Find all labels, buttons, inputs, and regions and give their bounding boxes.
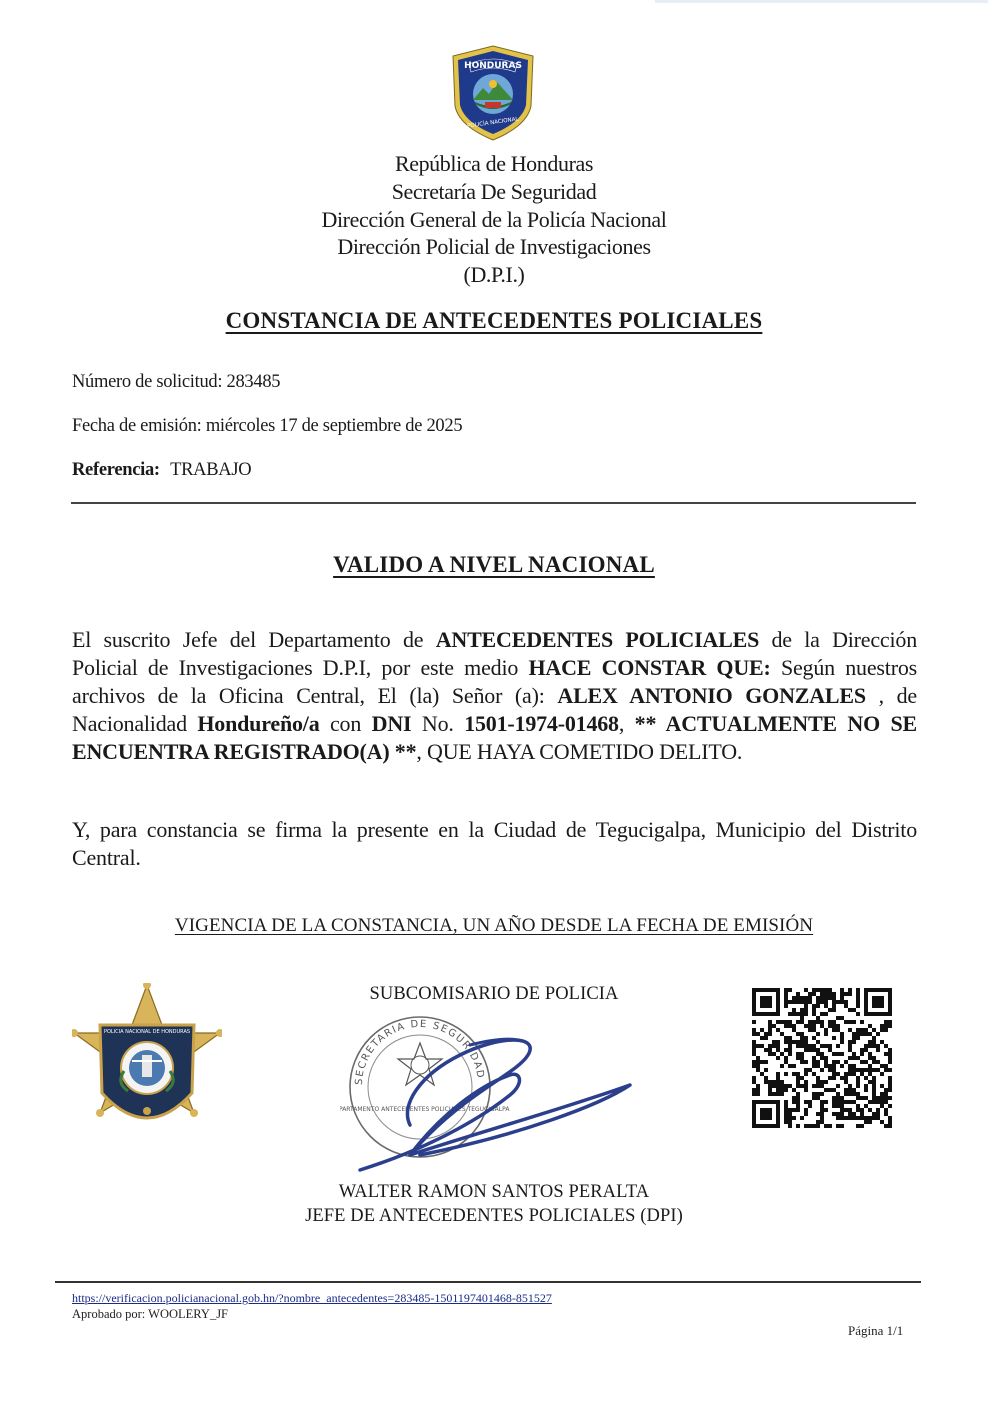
request-number-value: 283485 [226,372,281,392]
honduras-police-emblem [449,44,537,142]
verification-link[interactable]: https://verificacion.policianacional.gob.hn/?nombre_antecedentes=283485-1501197401468-851527 [72,1291,552,1305]
signer-name: WALTER RAMON SANTOS PERALTA [338,1182,650,1202]
official-seal-and-signature [340,1015,640,1180]
request-number-line [72,372,280,393]
header-line-country: República de Honduras [394,151,594,176]
header-line-direction: Dirección General de la Policía Nacional [321,206,667,232]
issue-date-line [72,416,462,437]
header-line-investigations: Dirección Policial de Investigaciones [337,234,651,260]
reference-label: Referencia: [72,460,160,480]
emblem-subtext: POLICÍA NACIONAL [466,116,519,130]
nationality: Hondureño/a [197,711,320,736]
record-status: ** ACTUALMENTE NO SE ENCUENTRA REGISTRADO(A) ** [72,711,917,764]
issue-date-value: miércoles 17 de septiembre de 2025 [205,416,463,436]
page-number: Página 1/1 [848,1323,904,1338]
top-edge-line [655,0,988,3]
emblem-text: HONDURAS [464,61,522,71]
seal-ring-text: SECRETARIA DE SEGURIDAD [353,1018,486,1086]
certificate-paragraph: El suscrito Jefe del Departamento de ANTECEDENTES POLICIALES de la Dirección Policial de Investigaciones D.P.I, por este medio HACE CONSTAR QUE: Según nuestros archivos de la Oficina Central, El (la) Señor (a): ALEX ANTONIO GONZALES , de Nacionalidad Hondureño/a con DNI No. 1501-1974-01468, ** ACTUALMENTE NO SE ENCUENTRA REGISTRADO(A) **, QUE HAYA COMETIDO DELITO. [72,627,918,764]
document-title: CONSTANCIA DE ANTECEDENTES POLICIALES [225,308,763,333]
issue-date-label: Fecha de emisión: [72,416,202,436]
header-line-acronym: (D.P.I.) [463,262,525,288]
approved-by: Aprobado por: WOOLERY_JF [72,1307,229,1321]
star-badge-text: POLICIA NACIONAL DE HONDURAS [103,1029,191,1035]
reference-line [72,460,251,481]
request-number-label: Número de solicitud: [72,372,223,392]
validity-title: VALIDO A NIVEL NACIONAL [333,552,655,577]
verification-qr-code[interactable] [752,988,892,1128]
header-line-secretariat: Secretaría De Seguridad [391,178,597,204]
signer-rank: SUBCOMISARIO DE POLICIA [369,984,619,1004]
signing-paragraph: Y, para constancia se firma la presente en la Ciudad de Tegucigalpa, Municipio del Distrito Central. [72,817,917,870]
seal-inner-text: DEPARTAMENTO ANTECEDENTES POLICIALES TEGUCIGALPA [340,1106,510,1113]
police-star-badge [72,983,222,1153]
reference-value: TRABAJO [170,460,252,480]
footer-divider [55,1281,921,1283]
person-name: ALEX ANTONIO GONZALES [557,683,866,708]
header-institution [0,150,988,289]
dni-number: 1501-1974-01468 [464,711,619,736]
signer-position: JEFE DE ANTECEDENTES POLICIALES (DPI) [305,1206,683,1226]
validity-period-note: VIGENCIA DE LA CONSTANCIA, UN AÑO DESDE LA FECHA DE EMISIÓN [174,915,814,936]
signer-block [0,1180,988,1228]
section-divider [71,502,916,504]
